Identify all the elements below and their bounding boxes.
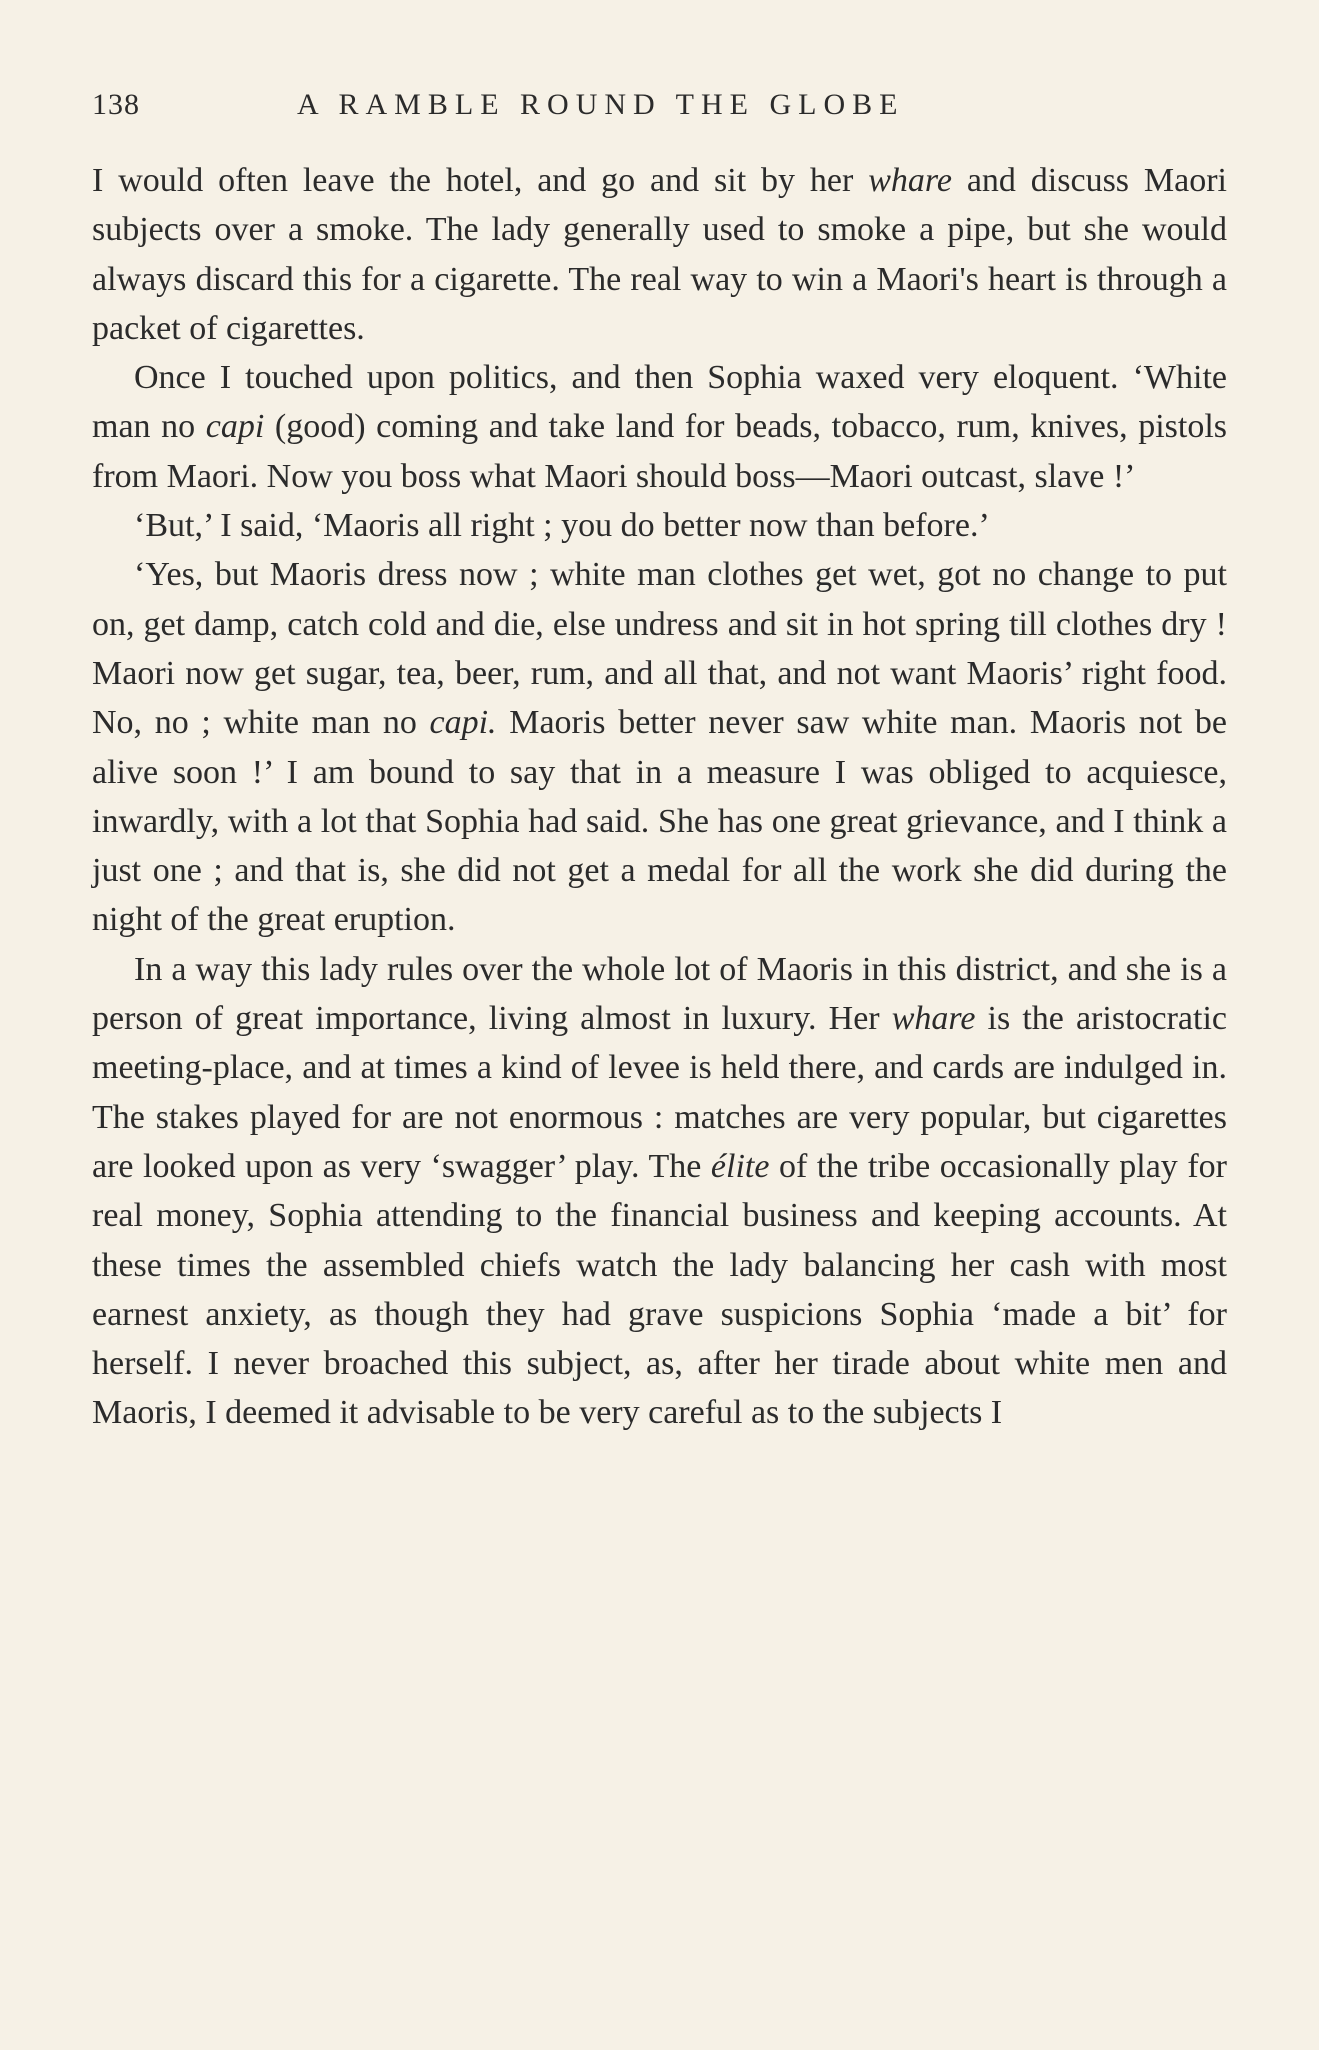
paragraph	[92, 353, 1227, 501]
italic-word: whare	[868, 162, 952, 199]
paragraph	[92, 945, 1227, 1438]
text-run: Once I touched upon politics, and then Sophia waxed very eloquent. ‘White man no	[92, 359, 1227, 446]
book-page	[92, 88, 1227, 1438]
text-run: Maoris better never saw white man. Maoris not be alive soon !’ I am bound to say that in a measure I was obliged to acquiesce, inwardly, with a lot that Sophia had said. She has one great grievance, and I think a just one ; and that is, she did not get a medal for all the work she did during the night of the great eruption.	[92, 704, 1227, 939]
text-run: ‘Yes, but Maoris dress now ; white man clothes get wet, got no change to put on, get damp, catch cold and die, else undress and sit in hot spring till clothes dry ! Maori now get sugar, tea, beer, rum, and all that, and not want Maoris’ right food. No, no ; white man no	[92, 556, 1227, 742]
paragraph	[92, 156, 1227, 353]
italic-word: élite	[710, 1147, 770, 1185]
page-number: 138	[92, 88, 140, 121]
paragraph	[92, 550, 1227, 944]
italic-word: capi.	[429, 704, 497, 742]
paragraph	[92, 501, 1227, 550]
book-title: A RAMBLE ROUND THE GLOBE	[297, 88, 905, 121]
text-run: ‘But,’ I said, ‘Maoris all right ; you do better now than before.’	[134, 507, 990, 545]
body-text	[92, 156, 1227, 1438]
running-head	[92, 88, 1227, 128]
italic-word: whare	[891, 1000, 976, 1038]
italic-word: capi	[205, 408, 265, 446]
text-run: In a way this lady rules over the whole lot of Maoris in this district, and she is a person of great importance, living almost in luxury. Her	[92, 950, 1227, 1038]
text-run: and discuss Maori subjects over a smoke. The lady generally used to smoke a pipe, but she would always discard this for a cigarette. The real way to win a Maori's heart is through a packet of cigarettes.	[92, 162, 1228, 347]
text-run: of the tribe occasionally play for real money, Sophia attending to the financial business and keeping accounts. At these times the assembled chiefs watch the lady balancing her cash with most earnest anxiety, as though they had grave suspicions Sophia ‘made a bit’ for herself. I never broached this subject, as, after her tirade about white men and Maoris, I deemed it advisable to be very careful as to the subjects I	[92, 1147, 1227, 1432]
text-run: (good) coming and take land for beads, tobacco, rum, knives, pistols from Maori. Now you boss what Maori should boss—Maori outcast, slave !’	[92, 408, 1228, 495]
text-run: is the aristocratic meeting-place, and at times a kind of levee is held there, and cards are indulged in. The stakes played for are not enormous : matches are very popular, but cigarettes are looked upon as very ‘swagger’ play. The	[92, 1000, 1227, 1185]
text-run: I would often leave the hotel, and go and sit by her	[92, 162, 869, 199]
